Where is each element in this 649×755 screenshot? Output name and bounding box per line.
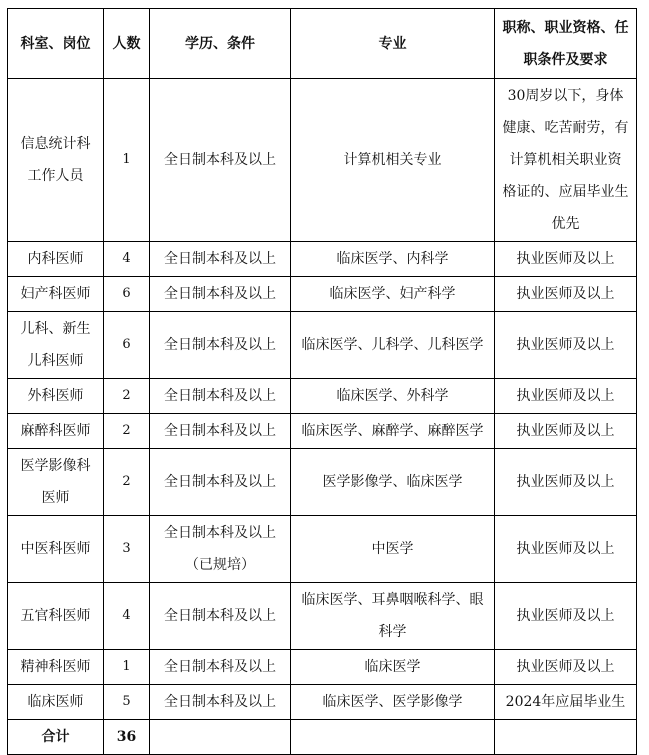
education-cell-line: 全日制本科及以上 — [164, 694, 276, 710]
requirements-cell — [495, 79, 637, 242]
major-cell-line: 计算机相关专业 — [343, 152, 442, 168]
table-row — [8, 242, 637, 277]
dept-cell — [8, 414, 104, 449]
requirements-cell — [495, 650, 637, 685]
major-cell-line: 临床医学、妇产科学 — [329, 286, 456, 302]
dept-cell — [8, 449, 104, 516]
dept-cell-line: 工作人员 — [27, 168, 84, 184]
count-cell: 2 — [104, 449, 150, 516]
education-cell — [150, 583, 291, 650]
requirements-cell-line: 执业医师及以上 — [516, 608, 615, 624]
requirements-cell — [495, 449, 637, 516]
count-cell: 2 — [104, 414, 150, 449]
requirements-cell — [495, 312, 637, 379]
education-cell-line: （已规培） — [185, 557, 255, 573]
major-cell-line: 临床医学、内科学 — [336, 251, 449, 267]
header-row — [8, 9, 637, 79]
requirements-cell-line: 执业医师及以上 — [516, 423, 615, 439]
requirements-cell-line: 执业医师及以上 — [516, 337, 615, 353]
major-cell — [291, 79, 495, 242]
header-requirements — [495, 9, 637, 79]
dept-cell-line: 信息统计科 — [20, 136, 91, 152]
dept-cell-line: 麻醉科医师 — [20, 423, 91, 439]
count-cell: 5 — [104, 685, 150, 720]
major-cell-line: 临床医学、医学影像学 — [322, 694, 463, 710]
requirements-cell — [495, 414, 637, 449]
table-body — [8, 79, 637, 720]
header-major: 专业 — [291, 9, 495, 79]
requirements-cell-line: 执业医师及以上 — [516, 474, 615, 490]
education-cell-line: 全日制本科及以上 — [164, 337, 276, 353]
major-cell — [291, 379, 495, 414]
major-cell-line: 医学影像学、临床医学 — [322, 474, 463, 490]
dept-cell-line: 临床医师 — [27, 694, 84, 710]
table-row — [8, 650, 637, 685]
major-cell — [291, 414, 495, 449]
education-cell-line: 全日制本科及以上 — [164, 251, 276, 267]
requirements-cell-line: 执业医师及以上 — [516, 388, 615, 404]
education-cell-line: 全日制本科及以上 — [164, 152, 276, 168]
education-cell-line: 全日制本科及以上 — [164, 525, 276, 541]
major-cell — [291, 449, 495, 516]
requirements-cell-line: 执业医师及以上 — [516, 286, 615, 302]
dept-cell-line: 妇产科医师 — [20, 286, 91, 302]
total-count: 36 — [104, 720, 150, 755]
dept-cell-line: 五官科医师 — [20, 608, 91, 624]
major-cell-line: 中医学 — [371, 541, 414, 557]
major-cell — [291, 242, 495, 277]
major-cell — [291, 277, 495, 312]
education-cell — [150, 277, 291, 312]
major-cell-line: 临床医学、耳鼻咽喉科学、眼 — [301, 592, 484, 608]
count-cell: 3 — [104, 516, 150, 583]
education-cell — [150, 685, 291, 720]
requirements-cell-line: 健康、吃苦耐劳，有 — [502, 120, 629, 136]
count-cell: 4 — [104, 242, 150, 277]
education-cell — [150, 516, 291, 583]
major-cell-line: 科学 — [378, 624, 407, 640]
major-cell — [291, 516, 495, 583]
table-row — [8, 277, 637, 312]
major-cell-line: 临床医学 — [364, 659, 421, 675]
education-cell-line: 全日制本科及以上 — [164, 423, 276, 439]
requirements-cell — [495, 583, 637, 650]
dept-cell — [8, 516, 104, 583]
dept-cell-line: 儿科医师 — [27, 353, 84, 369]
requirements-cell — [495, 242, 637, 277]
recruitment-table — [7, 8, 637, 755]
education-cell-line: 全日制本科及以上 — [164, 608, 276, 624]
requirements-cell-line: 执业医师及以上 — [516, 541, 615, 557]
requirements-cell-line: 优先 — [551, 216, 580, 232]
education-cell-line: 全日制本科及以上 — [164, 388, 276, 404]
major-cell-line: 临床医学、麻醉学、麻醉医学 — [301, 423, 484, 439]
education-cell-line: 全日制本科及以上 — [164, 659, 276, 675]
dept-cell — [8, 312, 104, 379]
table-row — [8, 414, 637, 449]
total-empty-cell — [150, 720, 291, 755]
table-row — [8, 516, 637, 583]
education-cell — [150, 79, 291, 242]
dept-cell-line: 医学影像科 — [20, 458, 91, 474]
count-cell: 6 — [104, 312, 150, 379]
major-cell-line: 临床医学、外科学 — [336, 388, 449, 404]
major-cell — [291, 583, 495, 650]
table-row — [8, 449, 637, 516]
major-cell — [291, 650, 495, 685]
requirements-cell — [495, 685, 637, 720]
education-cell — [150, 650, 291, 685]
requirements-cell — [495, 277, 637, 312]
requirements-cell-line: 执业医师及以上 — [516, 251, 615, 267]
count-cell: 2 — [104, 379, 150, 414]
dept-cell — [8, 685, 104, 720]
requirements-cell-line: 格证的、应届毕业生 — [502, 184, 629, 200]
education-cell-line: 全日制本科及以上 — [164, 286, 276, 302]
dept-cell-line: 医师 — [41, 490, 70, 506]
dept-cell — [8, 242, 104, 277]
total-label: 合计 — [8, 720, 104, 755]
dept-cell — [8, 79, 104, 242]
major-cell — [291, 312, 495, 379]
requirements-cell-line: 2024年应届毕业生 — [505, 694, 626, 710]
education-cell — [150, 379, 291, 414]
dept-cell — [8, 277, 104, 312]
requirements-cell-line: 执业医师及以上 — [516, 659, 615, 675]
education-cell — [150, 242, 291, 277]
table-row — [8, 685, 637, 720]
table-row — [8, 379, 637, 414]
education-cell — [150, 312, 291, 379]
requirements-cell-line: 30周岁以下，身体 — [507, 88, 624, 104]
table-row — [8, 583, 637, 650]
header-education: 学历、条件 — [150, 9, 291, 79]
requirements-cell-line: 计算机相关职业资 — [509, 152, 622, 168]
dept-cell — [8, 650, 104, 685]
dept-cell-line: 中医科医师 — [20, 541, 91, 557]
count-cell: 1 — [104, 650, 150, 685]
requirements-cell — [495, 379, 637, 414]
dept-cell — [8, 583, 104, 650]
major-cell-line: 临床医学、儿科学、儿科医学 — [301, 337, 484, 353]
table-row — [8, 312, 637, 379]
dept-cell-line: 外科医师 — [27, 388, 84, 404]
total-empty-cell — [495, 720, 637, 755]
dept-cell-line: 内科医师 — [27, 251, 84, 267]
table-row — [8, 79, 637, 242]
header-dept: 科室、岗位 — [8, 9, 104, 79]
education-cell — [150, 449, 291, 516]
total-row — [8, 720, 637, 755]
count-cell: 6 — [104, 277, 150, 312]
total-empty-cell — [291, 720, 495, 755]
major-cell — [291, 685, 495, 720]
count-cell: 1 — [104, 79, 150, 242]
header-requirements-line: 职条件及要求 — [523, 51, 608, 68]
count-cell: 4 — [104, 583, 150, 650]
dept-cell-line: 精神科医师 — [20, 659, 91, 675]
dept-cell-line: 儿科、新生 — [20, 321, 91, 337]
header-requirements-line: 职称、职业资格、任 — [502, 19, 629, 36]
education-cell — [150, 414, 291, 449]
education-cell-line: 全日制本科及以上 — [164, 474, 276, 490]
header-count: 人数 — [104, 9, 150, 79]
dept-cell — [8, 379, 104, 414]
requirements-cell — [495, 516, 637, 583]
